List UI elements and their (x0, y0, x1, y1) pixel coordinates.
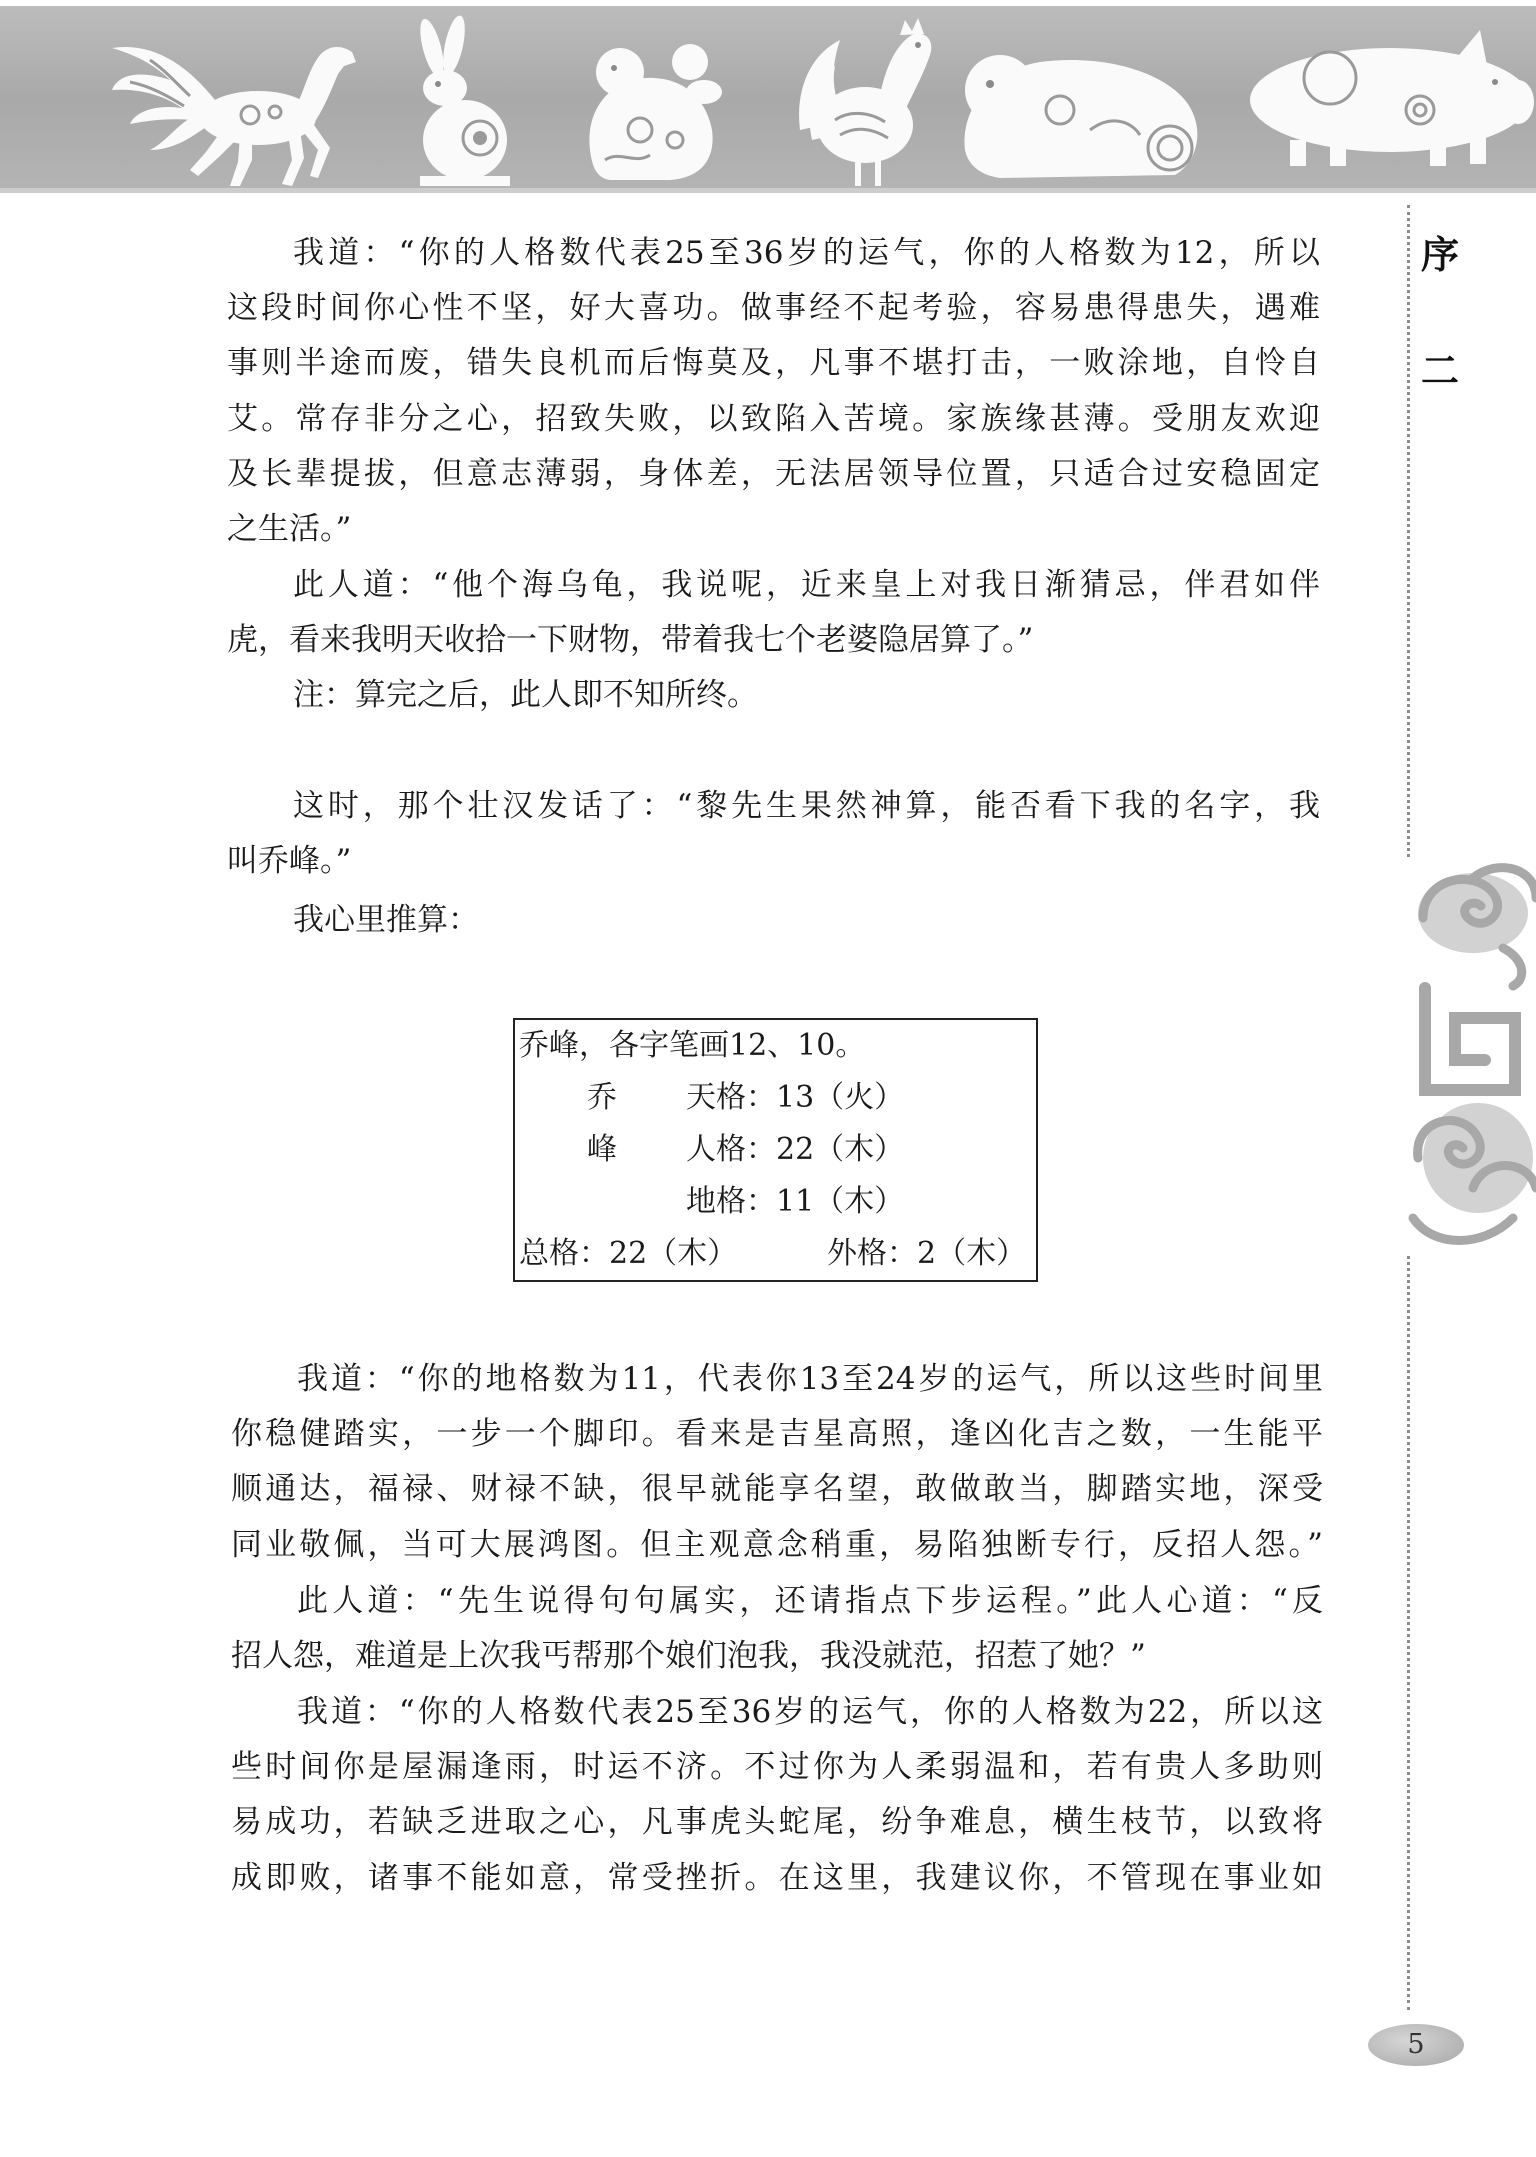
text-line: 虎，看来我明天收拾一下财物，带着我七个老婆隐居算了。” (227, 622, 1034, 659)
text-line: 你稳健踏实，一步一个脚印。看来是吉星高照，逢凶化吉之数，一生能平 (231, 1416, 1323, 1453)
text-line: 注：算完之后，此人即不知所终。 (293, 677, 758, 713)
text-line: 这段时间你心性不坚，好大喜功。做事经不起考验，容易患得患失，遇难 (227, 290, 1320, 327)
box-heading: 乔峰，各字笔画12、10。 (519, 1028, 866, 1063)
paragraph (227, 779, 1320, 889)
paragraph (231, 1352, 1323, 1573)
box-row (515, 1072, 1036, 1124)
box-row (515, 1228, 1036, 1280)
paragraph (231, 1685, 1323, 1906)
text-line: 及长辈提拔，但意志薄弱，身体差，无法居领导位置，只适合过安稳固定 (227, 455, 1320, 492)
text-line: 我道：“你的地格数为11，代表你13至24岁的运气，所以这些时间里 (297, 1361, 1323, 1397)
box-row (515, 1176, 1036, 1228)
text-line: 此人道：“他个海乌龟，我说呢，近来皇上对我日渐猜忌，伴君如伴 (293, 567, 1320, 603)
paragraph (227, 558, 1320, 668)
zodiac-banner (0, 0, 1536, 196)
text-line: 招人怨，难道是上次我丐帮那个娘们泡我，我没就范，招惹了她？” (231, 1638, 1146, 1675)
cloud-ornament-icon (1403, 858, 1536, 1253)
paragraph (231, 1574, 1323, 1684)
text-line: 同业敬佩，当可大展鸿图。但主观意念稍重，易陷独断专行，反招人怨。” (231, 1526, 1323, 1563)
box-item: 天格：13（火） (686, 1080, 905, 1115)
section-number: 二 (1420, 349, 1459, 393)
box-char: 峰 (587, 1132, 617, 1167)
banner-bottom-edge (0, 188, 1536, 193)
text-line: 此人道：“先生说得句句属实，还请指点下步运程。”此人心道：“反 (297, 1583, 1323, 1619)
text-line: 我道：“你的人格数代表25至36岁的运气，你的人格数为12，所以 (293, 235, 1320, 271)
text-line: 我心里推算： (293, 902, 479, 938)
paragraph (227, 226, 1320, 557)
box-outer: 外格：2（木） (827, 1236, 1027, 1271)
text-line: 顺通达，福禄、财禄不缺，很早就能享名望，敢做敢当，脚踏实地，深受 (231, 1471, 1323, 1508)
paragraph (227, 668, 1320, 723)
text-line: 事则半途而废，错失良机而后悔莫及，凡事不堪打击，一败涂地，自怜自 (227, 345, 1320, 382)
box-item: 地格：11（木） (686, 1184, 905, 1219)
text-line: 易成功，若缺乏进取之心，凡事虎头蛇尾，纷争难息，横生枝节，以致将 (231, 1804, 1323, 1841)
box-item: 人格：22（木） (686, 1132, 905, 1167)
box-char: 乔 (587, 1080, 617, 1115)
text-line: 叫乔峰。” (227, 843, 352, 880)
box-row (515, 1124, 1036, 1176)
text-line: 之生活。” (227, 510, 352, 547)
text-line: 些时间你是屋漏逢雨，时运不济。不过你为人柔弱温和，若有贵人多助则 (231, 1749, 1323, 1786)
page-number: 5 (1368, 2024, 1464, 2066)
box-total: 总格：22（木） (519, 1236, 738, 1271)
text-line: 我道：“你的人格数代表25至36岁的运气，你的人格数为22，所以这 (297, 1694, 1323, 1730)
text-line: 艾。常存非分之心，招致失败，以致陷入苦境。家族缘甚薄。受朋友欢迎 (227, 400, 1320, 437)
section-label: 序 (1420, 233, 1459, 277)
text-line: 这时，那个壮汉发话了：“黎先生果然神算，能否看下我的名字，我 (293, 788, 1320, 824)
text-line: 成即败，诸事不能如意，常受挫折。在这里，我建议你，不管现在事业如 (231, 1859, 1323, 1896)
paragraph (227, 893, 1320, 948)
name-stroke-box (513, 1018, 1038, 1282)
box-row (515, 1020, 1036, 1072)
